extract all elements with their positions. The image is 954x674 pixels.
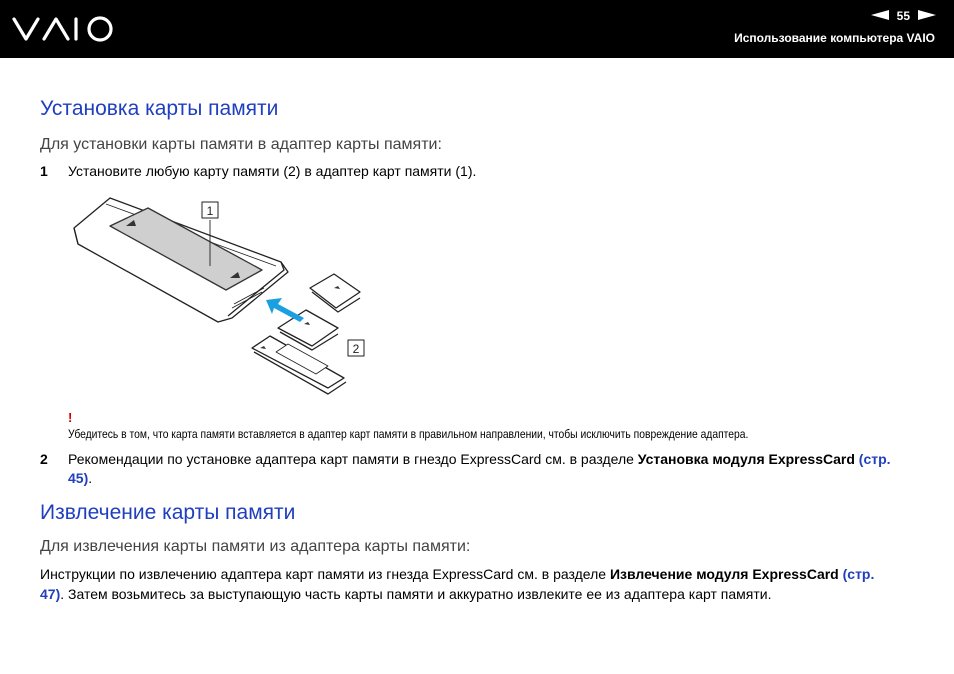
- memory-card-adapter-illustration: [66, 192, 366, 406]
- warning-text: Убедитесь в том, что карта памяти вставляется в адаптер карт памяти в правильном направлении, чтобы исключить повреждение адаптера.: [68, 427, 749, 441]
- section-subheading-remove: Для извлечения карты памяти из адаптера карты памяти:: [40, 538, 471, 555]
- figure-label-1: 1: [206, 204, 214, 218]
- previous-page-icon[interactable]: [871, 9, 889, 23]
- svg-text:VAIO: VAIO: [12, 15, 15, 16]
- vaio-logo: [12, 15, 120, 43]
- step-bold-reference: Установка модуля ExpressCard: [637, 451, 855, 467]
- section-heading-install: Установка карты памяти: [40, 97, 279, 120]
- figure-label-2: 2: [352, 342, 360, 356]
- para-text-end: . Затем возьмитесь за выступающую часть карты памяти и аккуратно извлеките ее из адаптера карт памяти.: [60, 586, 772, 602]
- page-link-45[interactable]: (стр. 45): [68, 451, 891, 486]
- page-number: 55: [896, 9, 910, 23]
- warning-icon: !: [68, 410, 73, 425]
- step-text: Установите любую карту памяти (2) в адаптер карт памяти (1).: [68, 163, 477, 179]
- section-subheading-install: Для установки карты памяти в адаптер карты памяти:: [40, 136, 442, 153]
- step-2: [40, 450, 900, 488]
- para-text-part: Инструкции по извлечению адаптера карт памяти из гнезда ExpressCard см. в разделе: [40, 566, 610, 582]
- step-text-part: Рекомендации по установке адаптера карт памяти в гнездо ExpressCard см. в разделе: [68, 451, 638, 467]
- para-bold-reference: Извлечение модуля ExpressCard: [609, 566, 839, 582]
- next-page-icon[interactable]: [918, 9, 936, 23]
- step-number: 2: [40, 451, 48, 467]
- step-text: [68, 450, 900, 488]
- remove-instructions: [40, 564, 900, 604]
- page-header: [0, 0, 954, 58]
- step-1: [40, 162, 900, 181]
- page-navigation: [871, 7, 936, 25]
- step-text-end: .: [88, 470, 93, 486]
- section-heading-remove: Извлечение карты памяти: [40, 501, 296, 524]
- chapter-title: Использование компьютера VAIO: [734, 31, 935, 45]
- step-number: 1: [40, 163, 48, 179]
- page-link-47[interactable]: (стр. 47): [40, 566, 875, 602]
